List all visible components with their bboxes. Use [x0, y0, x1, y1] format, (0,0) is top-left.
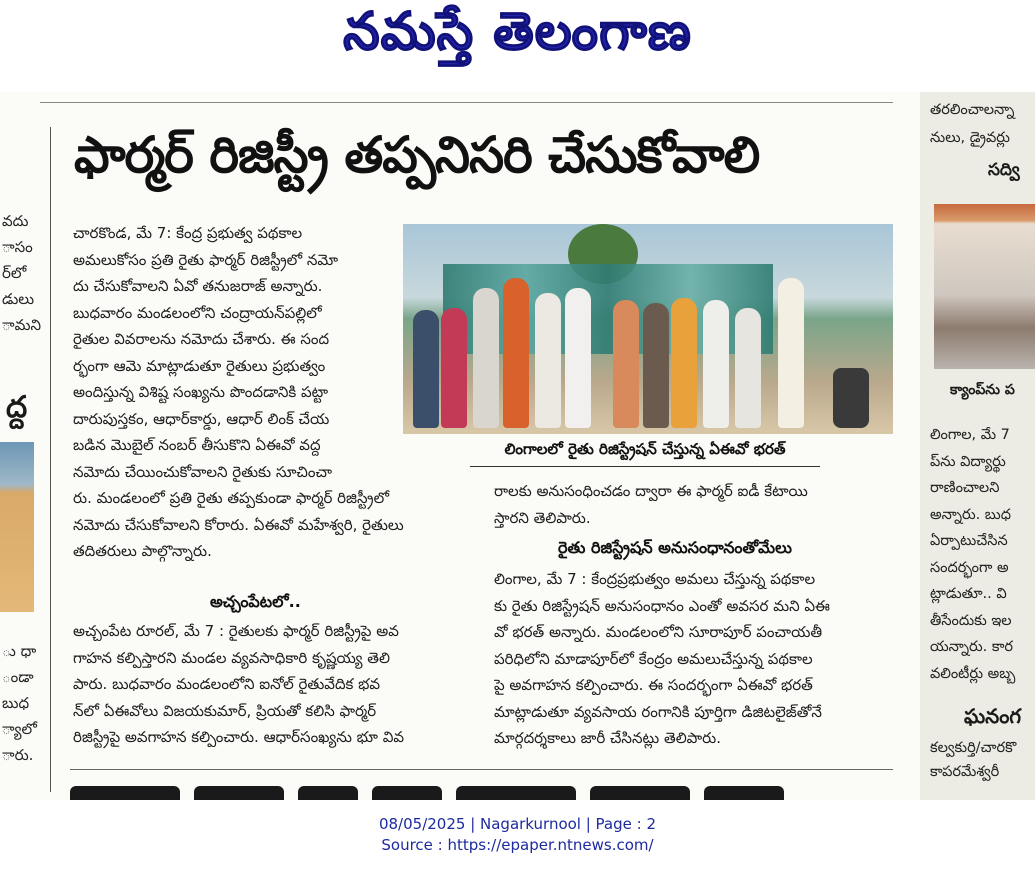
- article-text-line: పై అవగాహన కల్పించారు. ఈ సందర్భంగా ఏఈవో భరత్: [494, 676, 813, 694]
- newspaper-logo-title: నమస్తే తెలంగాణ: [343, 2, 692, 62]
- article-text-line: మాట్లాడుతూ వ్యవసాయ రంగానికి పూర్తిగా డిజిటలైజ్‌తోనే: [494, 702, 822, 721]
- left-column-fragment: [0, 112, 48, 792]
- article-text-line: లింగాల, మే 7 : కేంద్రప్రభుత్వం అమలు చేస్తున్న పథకాల: [494, 570, 816, 588]
- article-text-line: కు రైతు రిజిస్ట్రేషన్ అనుసంధానం ఎంతో అవసర మని ఏఈ: [494, 596, 830, 615]
- right-text-fragment: ఏర్పాటుచేసిన: [930, 533, 1008, 549]
- right-text-fragment: తీసేందుకు ఇల: [930, 612, 1012, 629]
- right-text-fragment: వలింటీర్లు అబ్బ: [930, 665, 1016, 682]
- article-text-line: దారుపుస్తకం, ఆధార్‌కార్డు, ఆధార్ లింక్ చేయ: [73, 409, 330, 428]
- article-text-line: న్‌లో ఏఈవోలు విజయకుమార్, ప్రియతో కలిసి ఫార్మర్: [73, 701, 377, 720]
- caption-underline: [470, 466, 820, 467]
- article-text-line: గాహన కల్పిస్తారని మండల వ్యవసాధికారి కృష్ణయ్య తెలి: [73, 648, 390, 667]
- right-text-fragment: సందర్భంగా అ: [930, 559, 1009, 576]
- right-photo-caption: క్యాంప్‌ను ప: [950, 382, 1015, 398]
- right-line: కల్వకుర్తి/చారకొ: [930, 740, 1017, 756]
- right-text-fragment: ప్‌ను విద్యార్థు: [930, 453, 1006, 470]
- article-text-line: వో భరత్ అన్నారు. మండలంలోని సూరాపూర్ పంచాయతీ: [494, 623, 823, 641]
- left-text-fragment: ాసం: [2, 238, 33, 256]
- article-column-2b: [494, 566, 894, 752]
- article-text-line: రు. మండలంలో ప్రతి రైతు తప్పకుండా ఫార్మర్ రిజిస్ట్రీలో: [73, 489, 390, 507]
- article-text-line: రిజిస్ట్రీపై అవగాహన కల్పించారు. ఆధార్‌సంఖ్యను భూ వివ: [73, 728, 405, 746]
- subheading-registration: రైతు రిజిస్ట్రేషన్ అనుసంధానంతోమేలు: [558, 538, 792, 557]
- left-text-fragment: ామని: [2, 316, 41, 334]
- right-heading-2: ఘనంగ: [964, 704, 1021, 728]
- article-text-line: బడిన మొబైల్ నంబర్ తీసుకొని ఏఈవో వద్ద: [73, 436, 321, 454]
- masthead: [0, 0, 1035, 82]
- right-line: తరలించాలన్నా: [930, 102, 1015, 118]
- article-photo: [403, 224, 893, 434]
- footer-date-edition: 08/05/2025 | Nagarkurnool | Page : 2: [378, 815, 657, 833]
- article-text-line: స్తారని తెలిపారు.: [494, 508, 591, 527]
- right-column-fragment: [920, 92, 1035, 800]
- left-text-fragment: బుధ: [2, 694, 30, 712]
- article-text-line: రైతుల వివరాలను నమోదు చేశారు. ఈ సంద: [73, 330, 330, 348]
- left-heading-fragment: ద్ద: [6, 390, 28, 425]
- right-text-fragment: ట్లాడుతూ.. వి: [930, 586, 1007, 602]
- article-text-line: ర్భంగా ఆమె మాట్లాడుతూ రైతులు ప్రభుత్వం: [73, 356, 326, 375]
- left-text-fragment: వదు: [2, 212, 29, 230]
- left-text-fragment: ్యాలో: [2, 720, 37, 738]
- subheading-achampet: అచ్చంపేటలో..: [210, 592, 301, 611]
- article-text-line: అచ్చంపేట రూరల్, మే 7 : రైతులకు ఫార్మర్ రిజిస్ట్రీపై అవ: [73, 622, 399, 640]
- article-text-line: అమలుకోసం ప్రతి రైతు ఫార్మర్ రిజిస్ట్రీలో నమో: [73, 250, 339, 269]
- column-divider: [50, 127, 51, 792]
- right-line: నులు, డ్రైవర్లు: [930, 130, 1010, 146]
- right-text-fragment: అన్నారు. బుధ: [930, 506, 1011, 523]
- next-article-headline-fragment: [70, 782, 893, 800]
- article-text-line: నమోదు చేయించుకోవాలని రైతుకు సూచించా: [73, 462, 333, 481]
- right-text-fragment: యన్నారు. కార: [930, 639, 1014, 655]
- right-text-fragment: రాణించాలని: [930, 480, 1000, 496]
- article-text-line: పరిధిలోని మాడాపూర్‌లో కేంద్రం అమలుచేస్తున్న పథకాల: [494, 649, 813, 668]
- left-text-fragment: డులు: [2, 290, 35, 308]
- photo-caption: లింగాలలో రైతు రిజిస్ట్రేషన్ చేస్తున్న ఏఈవో భరత్: [504, 440, 786, 458]
- right-text-fragment: లింగాల, మే 7: [930, 427, 1010, 443]
- left-text-fragment: ర్‌లో: [2, 264, 27, 282]
- right-heading-1: సద్వి: [988, 160, 1020, 180]
- source-footer: [0, 814, 1035, 856]
- article-text-line: దు చేసుకోవాలని ఏవో తనుజరాజ్ అన్నారు.: [73, 277, 323, 295]
- footer-source-url[interactable]: Source : https://epaper.ntnews.com/: [381, 836, 654, 854]
- article-text-line: అందిస్తున్న విశిష్ట సంఖ్యను పొందడానికి పట్టా: [73, 383, 329, 401]
- article-text-line: నమోదు చేసుకోవాలని కోరారు. ఏఈవో మహేశ్వరి, రైతులు: [73, 515, 404, 534]
- left-text-fragment: ారు.: [2, 746, 34, 764]
- left-photo-fragment: [0, 442, 34, 612]
- right-line: కాపరమేశ్వరీ: [930, 764, 1000, 780]
- article-text-line: రాలకు అనుసంధించడం ద్వారా ఈ ఫార్మర్ ఐడీ కేటాయి: [494, 482, 808, 500]
- article-column-2: [494, 478, 894, 531]
- left-text-fragment: ు ధా: [2, 642, 37, 660]
- article-column-1b: [73, 618, 473, 751]
- article-text-line: తదితరులు పాల్గొన్నారు.: [73, 542, 212, 560]
- article-text-line: మార్గదర్శకాలు జారీ చేసినట్లు తెలిపారు.: [494, 729, 722, 747]
- newspaper-page: [0, 92, 1035, 800]
- article-headline: ఫార్మర్ రిజిస్ట్రీ తప్పనిసరి చేసుకోవాలి: [74, 126, 760, 184]
- left-text-fragment: ండా: [2, 668, 34, 686]
- article-text-line: పారు. బుధవారం మండలంలోని ఐనోల్ రైతువేదిక భవ: [73, 675, 381, 693]
- article-text-line: బుధవారం మండలంలోని చంద్రాయన్‌పల్లిలో: [73, 303, 322, 322]
- bottom-divider: [70, 769, 893, 770]
- top-divider: [40, 102, 893, 103]
- right-photo-fragment: [934, 204, 1035, 369]
- article-text-line: చారకొండ, మే 7: కేంద్ర ప్రభుత్వ పథకాల: [73, 224, 303, 242]
